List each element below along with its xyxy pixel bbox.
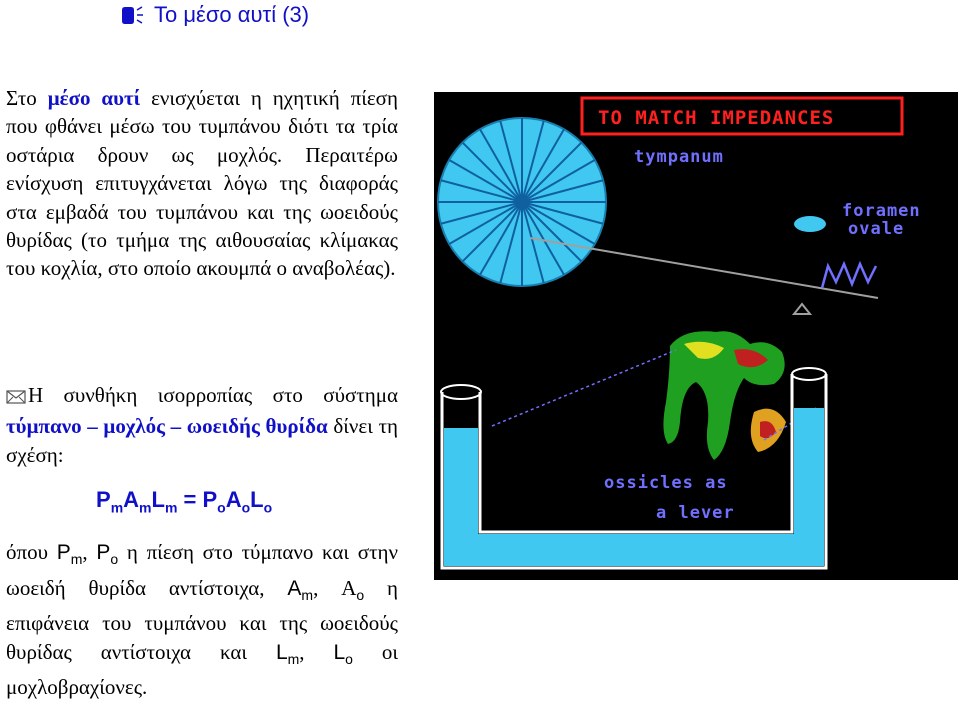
label-tympanum: tympanum [634,147,724,167]
label-ossicles: ossicles as [604,473,728,493]
ossicles [663,331,786,460]
label-foramen: foramen [842,201,921,221]
speaker-icon [120,4,144,26]
paragraph-equilibrium: Η συνθήκη ισορροπίας στο σύστημα τύμπανο – μοχλός – ωοειδής θυρίδα δίνει τη σχέση: [6,383,398,467]
slide-title-text: Το μέσο αυτί (3) [154,2,310,27]
highlight-system: τύμπανο – μοχλός – ωοειδής θυρίδα [6,414,328,439]
impedance-figure [434,92,958,580]
fulcrum [794,304,810,314]
equation: $P_mA_mL_m = P_oA_oL_o$ [96,487,273,516]
highlight-middle-ear: μέσο αυτί [47,86,141,110]
container-top-right [792,368,826,380]
tympanum-disc [438,118,606,286]
container-top-left [441,385,481,399]
label-ovale: ovale [848,219,905,239]
paragraph-middle-ear: Στο μέσο αυτί ενισχύεται η ηχητική πίεση που φθάνει μέσω του τυμπάνου διότι τα τρία οστάρια δρουν ως μοχλός. Περαιτέρω ενίσχυση επιτυγχάνεται λόγω της διαφοράς στα εμβαδά του τυμπάνου και της ωοειδούς θυρίδας (το τμήμα της αιθουσαίας κλίμακας του κοχλία, στο οποίο ακουμπά ο αναβολέας). [6,86,398,281]
lever-spring [822,264,876,288]
lever-line [530,238,878,298]
slide-title [120,2,309,28]
envelope-icon [6,384,26,412]
label-lever: a lever [656,503,735,523]
foramen-ovale [794,216,826,232]
figure-heading: TO MATCH IMPEDANCES [598,107,835,129]
paragraph-definitions: όπου $P_m$, $P_o$ η πίεση στο τύμπανο και στην ωοειδή θυρίδα αντίστοιχα, $A_m$, $A_o$ η επιφάνεια του τυμπάνου και της ωοειδούς θυρίδας αντίστοιχα και $L_m$, $L_o$ οι μοχλοβραχίονες. [6,540,399,700]
